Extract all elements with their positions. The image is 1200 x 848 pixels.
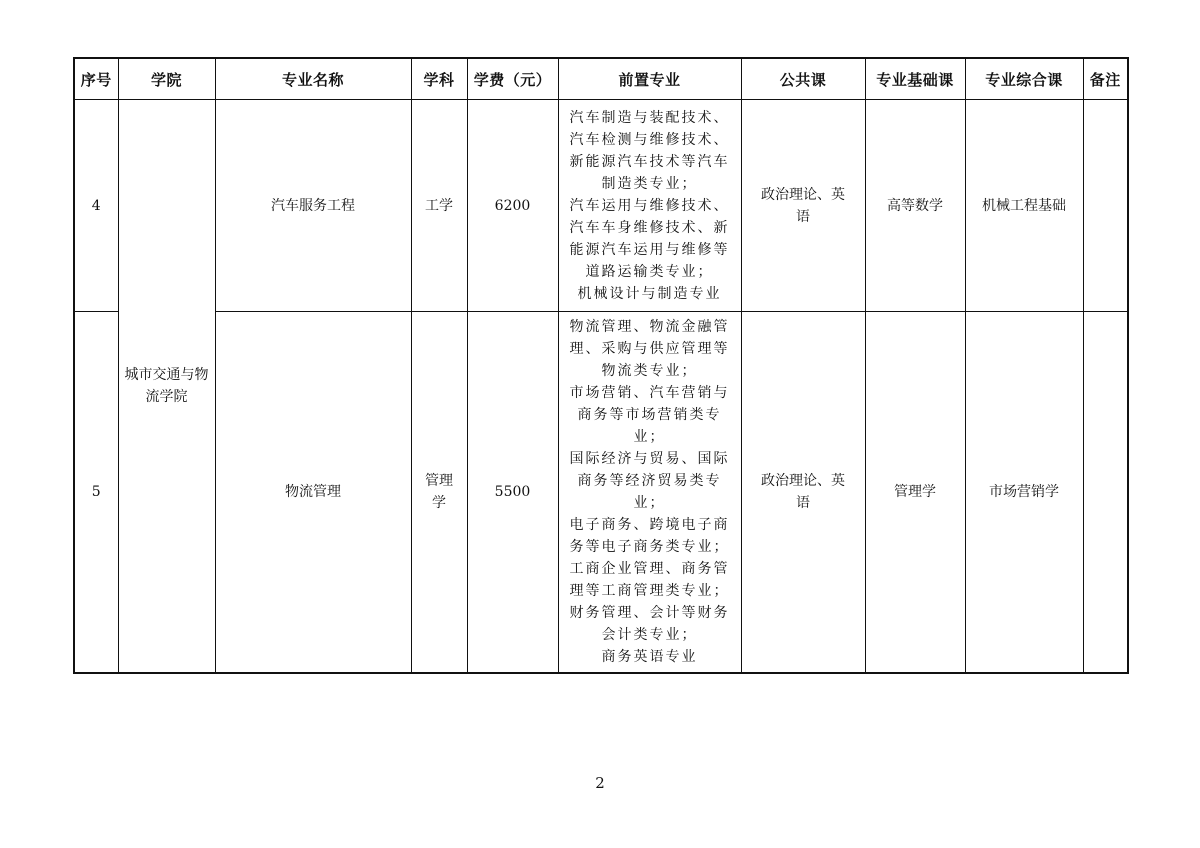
prerequisite-line: 道路运输类专业； bbox=[585, 263, 714, 280]
prerequisite-line: 业； bbox=[633, 495, 666, 511]
public-course-text: 政治理论、英语 bbox=[761, 186, 845, 225]
public-course-text: 政治理论、英语 bbox=[761, 473, 845, 511]
public-course bbox=[741, 100, 865, 312]
discipline-text: 管理学 bbox=[425, 473, 453, 511]
prerequisite-line: 新能源汽车技术等汽车 bbox=[569, 153, 730, 170]
major-name: 汽车服务工程 bbox=[215, 100, 411, 312]
prerequisite-line: 汽车运用与维修技术、 bbox=[569, 197, 730, 214]
prerequisite-line: 工商企业管理、商务管 bbox=[569, 561, 730, 577]
prerequisite-line: 商务等经济贸易类专 bbox=[577, 473, 722, 489]
header-comprehensive-course: 专业综合课 bbox=[965, 58, 1083, 100]
header-remark: 备注 bbox=[1083, 58, 1128, 100]
prerequisite-line: 理等工商管理类专业； bbox=[569, 583, 730, 599]
tuition: 5500 bbox=[467, 312, 558, 674]
table-row bbox=[74, 100, 1128, 312]
prerequisite-line: 务等电子商务类专业； bbox=[569, 539, 730, 555]
prerequisite-majors bbox=[558, 312, 741, 674]
major-name: 物流管理 bbox=[215, 312, 411, 674]
prerequisite-line: 汽车检测与维修技术、 bbox=[569, 131, 730, 148]
header-foundation-course: 专业基础课 bbox=[865, 58, 965, 100]
row-index: 5 bbox=[74, 312, 118, 674]
header-tuition: 学费（元） bbox=[467, 58, 558, 100]
prerequisite-line: 制造类专业； bbox=[601, 175, 698, 192]
prerequisite-majors bbox=[558, 100, 741, 312]
prerequisite-line: 市场营销、汽车营销与 bbox=[569, 385, 730, 401]
header-college: 学院 bbox=[118, 58, 215, 100]
prerequisite-line: 物流管理、物流金融管 bbox=[569, 319, 730, 335]
prerequisite-line: 商务英语专业 bbox=[601, 649, 698, 665]
page-number: 2 bbox=[595, 774, 605, 792]
foundation-course: 高等数学 bbox=[865, 100, 965, 312]
prerequisite-line: 电子商务、跨境电子商 bbox=[569, 517, 730, 533]
header-major: 专业名称 bbox=[215, 58, 411, 100]
discipline-text: 工学 bbox=[425, 197, 453, 214]
header-prerequisite: 前置专业 bbox=[558, 58, 741, 100]
remark bbox=[1083, 100, 1128, 312]
college-cell bbox=[118, 100, 215, 674]
prerequisite-line: 国际经济与贸易、国际 bbox=[569, 451, 730, 467]
foundation-course: 管理学 bbox=[865, 312, 965, 674]
prerequisite-line: 能源汽车运用与维修等 bbox=[569, 241, 730, 258]
discipline bbox=[411, 312, 467, 674]
row-index: 4 bbox=[74, 100, 118, 312]
prerequisite-line: 物流类专业； bbox=[601, 363, 698, 379]
header-index: 序号 bbox=[74, 58, 118, 100]
prerequisite-line: 财务管理、会计等财务 bbox=[569, 605, 730, 621]
prerequisite-line: 会计类专业； bbox=[601, 627, 698, 643]
prerequisite-line: 机械设计与制造专业 bbox=[577, 285, 722, 302]
public-course bbox=[741, 312, 865, 674]
comprehensive-course: 机械工程基础 bbox=[965, 100, 1083, 312]
college-name: 城市交通与物流学院 bbox=[124, 367, 209, 405]
header-public-course: 公共课 bbox=[741, 58, 865, 100]
major-table bbox=[73, 57, 1129, 674]
discipline bbox=[411, 100, 467, 312]
header-discipline: 学科 bbox=[411, 58, 467, 100]
table-row bbox=[74, 312, 1128, 674]
tuition: 6200 bbox=[467, 100, 558, 312]
prerequisite-line: 商务等市场营销类专 bbox=[577, 407, 722, 423]
prerequisite-line: 汽车制造与装配技术、 bbox=[569, 109, 730, 126]
remark bbox=[1083, 312, 1128, 674]
prerequisite-line: 业； bbox=[633, 429, 666, 445]
comprehensive-course: 市场营销学 bbox=[965, 312, 1083, 674]
prerequisite-line: 理、采购与供应管理等 bbox=[569, 341, 730, 357]
prerequisite-line: 汽车车身维修技术、新 bbox=[569, 219, 730, 236]
table-header-row bbox=[74, 58, 1128, 100]
